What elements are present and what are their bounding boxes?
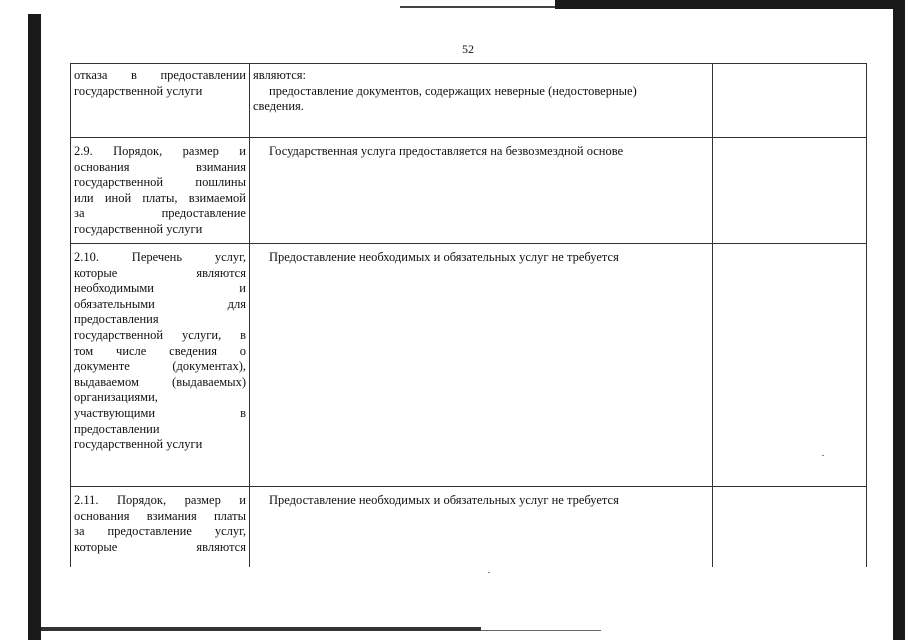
cell-line: необходимыми и: [74, 281, 246, 296]
cell-line: основания взимания: [74, 159, 246, 174]
cell-line: основания взимания платы: [74, 508, 246, 523]
row-1-col1: [71, 138, 250, 244]
cell-line: организациями,: [74, 390, 158, 405]
cell-line: государственной услуги, в: [74, 327, 246, 342]
cell-line: государственной услуги: [74, 437, 203, 452]
cell-line: Государственная услуга предоставляется на безвозмездной основе: [269, 144, 624, 158]
page-number: 52: [462, 42, 474, 56]
scan-speck: [488, 572, 490, 573]
cell-line: предоставления: [74, 312, 159, 327]
row-2-col3: [713, 244, 867, 487]
table-row: [71, 64, 867, 138]
row-3-col1: [71, 487, 250, 567]
cell-line: том числе сведения о: [74, 343, 246, 358]
scan-border-bottom-thin: [481, 630, 601, 631]
row-3-col2: [250, 487, 713, 567]
row-3-col3: [713, 487, 867, 567]
scan-border-bottom: [41, 627, 481, 631]
table-row: [71, 244, 867, 487]
cell-line: которые являются: [74, 539, 246, 554]
row-0-col1: [71, 64, 250, 138]
row-0-col3: [713, 64, 867, 138]
cell-line: сведения.: [253, 99, 304, 114]
row-1-col3: [713, 138, 867, 244]
cell-line: предоставлении: [74, 421, 160, 436]
row-2-col2: [250, 244, 713, 487]
cell-line: за предоставление: [74, 206, 246, 221]
row-0-col2: [250, 64, 713, 138]
cell-line: или иной платы, взимаемой: [74, 190, 246, 205]
cell-line: участвующими в: [74, 405, 246, 420]
scan-speck: [822, 455, 824, 456]
cell-line: за предоставление услуг,: [74, 524, 246, 539]
cell-line: выдаваемом (выдаваемых): [74, 374, 246, 389]
cell-line: 2.10. Перечень услуг,: [74, 250, 246, 264]
cell-line: отказа в предоставлении: [74, 68, 246, 82]
cell-line: документе (документах),: [74, 359, 246, 374]
regulation-table: [70, 63, 867, 567]
cell-line: государственной пошлины: [74, 175, 246, 190]
cell-line: 2.9. Порядок, размер и: [74, 144, 246, 158]
row-1-col2: [250, 138, 713, 244]
cell-line: Предоставление необходимых и обязательных услуг не требуется: [269, 250, 619, 264]
cell-line: предоставление документов, содержащих неверные (недостоверные): [269, 83, 637, 98]
cell-line: государственной услуги: [74, 221, 203, 236]
cell-line: государственной услуги: [74, 83, 203, 98]
cell-line: обязательными для: [74, 296, 246, 311]
table-row: [71, 487, 867, 567]
row-2-col1: [71, 244, 250, 487]
cell-line: 2.11. Порядок, размер и: [74, 493, 246, 507]
cell-line: которые являются: [74, 265, 246, 280]
table-row: [71, 138, 867, 244]
cell-line: Предоставление необходимых и обязательных услуг не требуется: [269, 493, 619, 507]
cell-line: являются:: [253, 68, 307, 82]
